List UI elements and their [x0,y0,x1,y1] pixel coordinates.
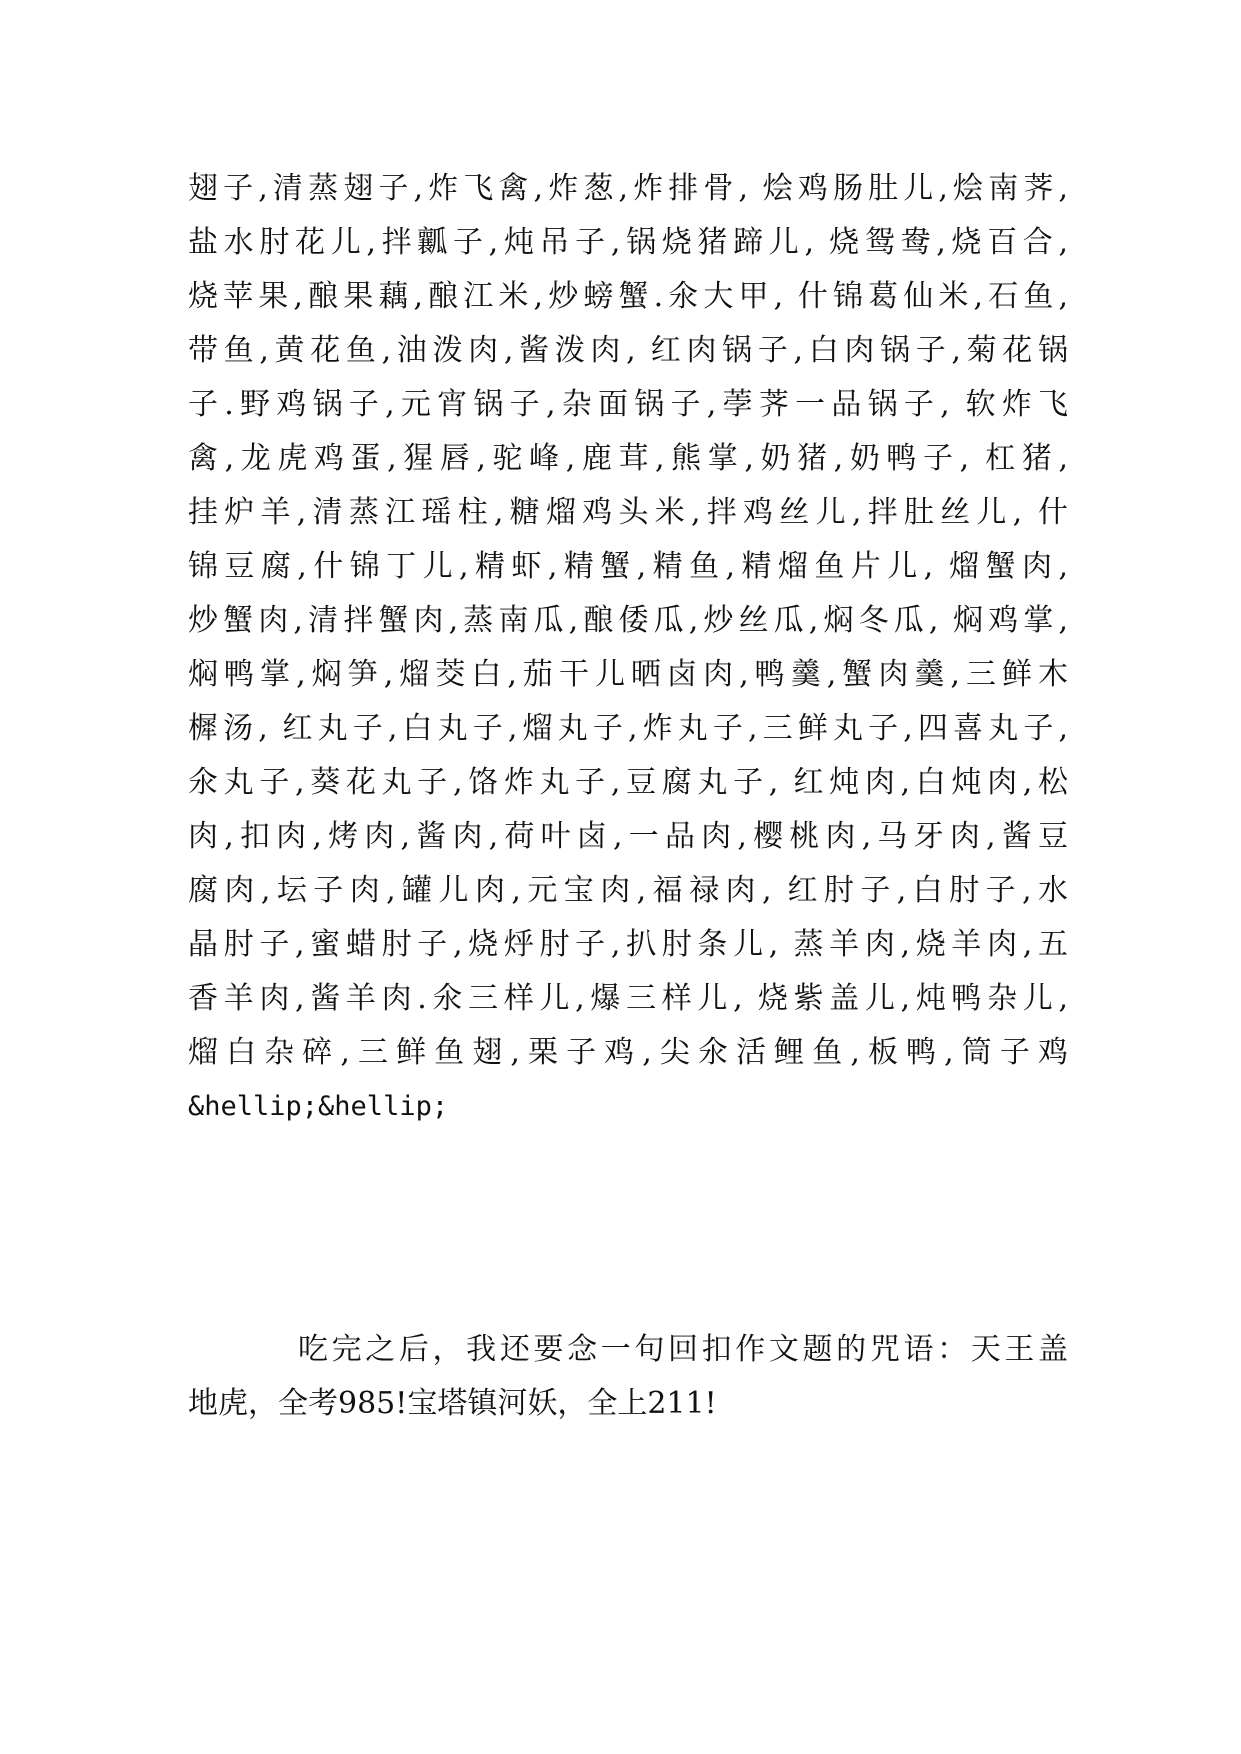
text-line: 挂炉羊,清蒸江瑶柱,糖熘鸡头米,拌鸡丝儿,拌肚丝儿, 什 [188,495,1068,530]
text-line: 肉,扣肉,烤肉,酱肉,荷叶卤,一品肉,樱桃肉,马牙肉,酱豆 [188,819,1068,854]
ellipsis-entity-line: &hellip;&hellip; [188,1091,449,1122]
closing-paragraph [188,1323,1068,1431]
text-line: 禽,龙虎鸡蛋,猩唇,驼峰,鹿茸,熊掌,奶猪,奶鸭子, 杠猪, [188,441,1068,476]
text-line: 腐肉,坛子肉,罐儿肉,元宝肉,福禄肉, 红肘子,白肘子,水 [188,873,1068,908]
text-line: 晶肘子,蜜蜡肘子,烧烀肘子,扒肘条儿, 蒸羊肉,烧羊肉,五 [188,927,1068,962]
text-line: 锦豆腐,什锦丁儿,精虾,精蟹,精鱼,精熘鱼片儿, 熘蟹肉, [188,549,1068,584]
text-line: 氽丸子,葵花丸子,饹炸丸子,豆腐丸子, 红炖肉,白炖肉,松 [188,765,1068,800]
text-line: 樨汤, 红丸子,白丸子,熘丸子,炸丸子,三鲜丸子,四喜丸子, [188,711,1068,746]
text-line: 翅子,清蒸翅子,炸飞禽,炸葱,炸排骨, 烩鸡肠肚儿,烩南荠, [188,171,1068,206]
text-line: 熘白杂碎,三鲜鱼翅,栗子鸡,尖氽活鲤鱼,板鸭,筒子鸡 [188,1035,1068,1070]
dish-list-paragraph [188,162,1068,1134]
text-line: 炒蟹肉,清拌蟹肉,蒸南瓜,酿倭瓜,炒丝瓜,焖冬瓜, 焖鸡掌, [188,603,1068,638]
text-line: 焖鸭掌,焖笋,熘茭白,茄干儿晒卤肉,鸭羹,蟹肉羹,三鲜木 [188,657,1068,692]
text-line: 香羊肉,酱羊肉.氽三样儿,爆三样儿, 烧紫盖儿,炖鸭杂儿, [188,981,1068,1016]
text-line: 烧苹果,酿果藕,酿江米,炒螃蟹.氽大甲, 什锦葛仙米,石鱼, [188,279,1068,314]
text-line: 盐水肘花儿,拌瓤子,炖吊子,锅烧猪蹄儿, 烧鸳鸯,烧百合, [188,225,1068,260]
text-line: 吃完之后，我还要念一句回扣作文题的咒语：天王盖 [298,1332,1068,1367]
text-line: 地虎，全考985!宝塔镇河妖，全上211! [188,1386,717,1421]
text-line: 子.野鸡锅子,元宵锅子,杂面锅子,荸荠一品锅子, 软炸飞 [188,387,1068,422]
text-line: 带鱼,黄花鱼,油泼肉,酱泼肉, 红肉锅子,白肉锅子,菊花锅 [188,333,1068,368]
